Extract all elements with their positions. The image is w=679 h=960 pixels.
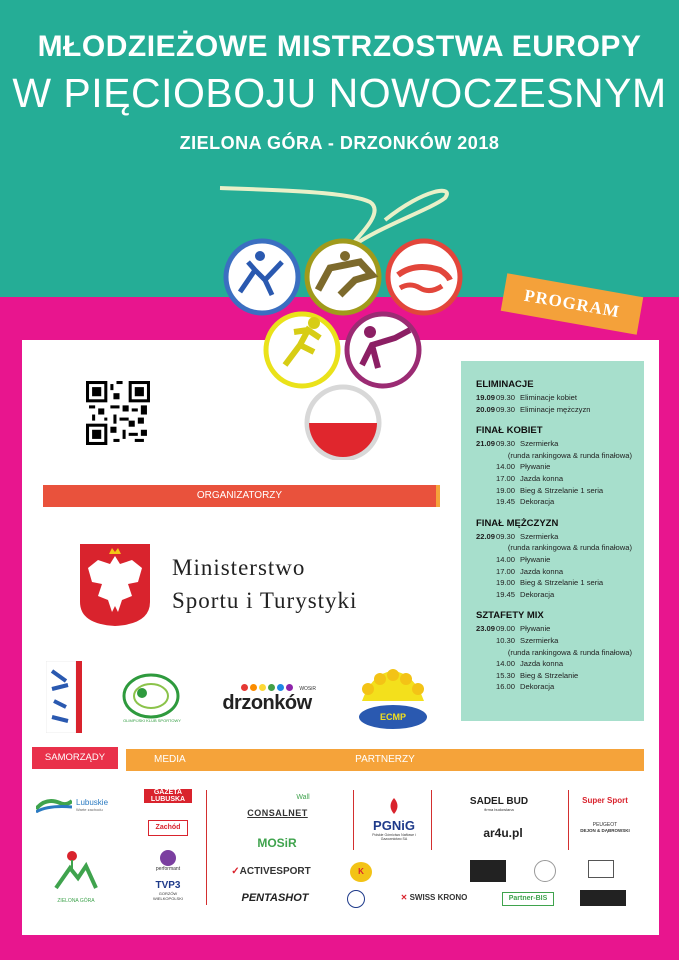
performant-logo xyxy=(150,850,186,872)
program-event: Jazda konna xyxy=(520,473,564,483)
program-date xyxy=(476,577,496,589)
program-event: Dekoracja xyxy=(520,682,555,692)
program-section-title: ELIMINACJE xyxy=(476,379,534,390)
program-time: 14.00 xyxy=(496,554,516,564)
program-row xyxy=(476,589,632,601)
program-time: 19.45 xyxy=(496,497,516,507)
program-event: Pływanie xyxy=(520,554,551,564)
mosir-logo: MOSiR xyxy=(257,836,297,850)
program-row xyxy=(476,438,632,450)
ecmp-label: ECMP xyxy=(379,712,406,722)
program-time: 16.00 xyxy=(496,682,516,692)
program-row xyxy=(476,623,632,635)
sadel-bud-sub: firma budowlana xyxy=(484,807,514,812)
sadel-bud-label: SADEL BUD xyxy=(469,796,529,807)
dejon-label: DEJON & DĄBROWSKI xyxy=(580,828,630,833)
program-event: Bieg & Strzelanie 1 seria xyxy=(520,578,604,588)
lubuskie-label: Lubuskie xyxy=(76,798,109,807)
program-event: Dekoracja xyxy=(520,497,555,507)
program-date: 22.09 xyxy=(476,531,496,541)
program-row xyxy=(476,473,632,485)
program-date xyxy=(476,485,496,497)
program-date xyxy=(476,450,491,462)
super-sport-label: Super Sport xyxy=(582,796,628,805)
partners-label: PARTNERZY xyxy=(355,754,415,765)
partner-bis-logo: Partner-BIS xyxy=(502,892,554,906)
activesport-logo: ✓ACTIVESPORT xyxy=(231,866,311,877)
organizers-bar: ORGANIZATORZY xyxy=(43,485,440,507)
ministry-name xyxy=(172,551,357,617)
program-time: 15.30 xyxy=(496,670,516,680)
sadel-bud-logo xyxy=(468,796,530,812)
drzonkow-wordmark: drzonków xyxy=(222,692,312,714)
lubuskie-logo xyxy=(36,797,116,813)
program-time xyxy=(491,647,508,659)
dark-partner-logo-2 xyxy=(580,890,626,906)
program-time: 17.00 xyxy=(496,473,516,483)
program-row xyxy=(476,554,632,566)
program-date xyxy=(476,496,496,508)
program-event: (runda rankingowa & runda finałowa) xyxy=(507,647,632,657)
swiss-krono-logo: ✕ SWISS KRONO xyxy=(400,893,468,902)
program-date xyxy=(476,670,496,682)
local-government-bar: SAMORZĄDY xyxy=(32,747,118,769)
program-row xyxy=(476,531,632,543)
title-line1: MŁODZIEŻOWE MISTRZOSTWA EUROPY xyxy=(37,30,642,63)
swiss-krono-label: SWISS KRONO xyxy=(409,893,468,902)
k-badge-logo: K xyxy=(350,862,372,882)
program-section-title: FINAŁ MĘŻCZYZN xyxy=(476,517,559,529)
program-row xyxy=(476,635,632,647)
running-circle-icon xyxy=(266,314,338,386)
zielona-gora-icon xyxy=(52,848,100,896)
program-row xyxy=(476,450,632,462)
title-line2: W PIĘCIOBOJU NOWOCZESNYM xyxy=(12,70,667,116)
pentashot-logo: PENTASHOT xyxy=(241,892,309,904)
qr-code-icon[interactable] xyxy=(86,381,150,445)
program-row xyxy=(476,658,632,670)
program-event: (runda rankingowa & runda finałowa) xyxy=(507,543,632,553)
program-event: Jazda konna xyxy=(520,659,564,669)
ar4u-logo: ar4u.pl xyxy=(483,826,523,840)
program-date: 23.09 xyxy=(476,624,496,634)
program-date xyxy=(476,647,491,659)
program-event: Eliminacje mężczyzn xyxy=(520,404,591,414)
program-date xyxy=(476,589,496,601)
program-row xyxy=(476,542,632,554)
program-date xyxy=(476,681,496,693)
round-partner-logo xyxy=(534,860,556,882)
performant-label: performant xyxy=(155,866,181,872)
program-row xyxy=(476,670,632,682)
tvp3-logo xyxy=(148,880,188,901)
program-date xyxy=(476,554,496,566)
wall-logo: Wall xyxy=(296,794,310,801)
drzonkow-logo xyxy=(212,684,322,715)
lubuskie-wave-icon xyxy=(36,797,72,813)
program-banner: PROGRAM xyxy=(501,273,644,334)
dark-partner-logo xyxy=(470,860,506,882)
program-panel xyxy=(461,361,644,721)
zielona-gora-logo xyxy=(50,848,102,904)
program-date xyxy=(476,566,496,578)
event-logo xyxy=(210,180,480,460)
pgnig-logo xyxy=(364,796,424,841)
program-time: 09.30 xyxy=(496,531,516,541)
consalnet-logo: CONSALNET xyxy=(247,808,308,818)
olympic-sports-club-logo-icon xyxy=(122,673,180,719)
program-event: Pływanie xyxy=(520,624,551,634)
pgnig-flame-icon xyxy=(383,796,405,816)
program-time: 19.00 xyxy=(496,578,516,588)
pgnig-sub: Polskie Górnictwo Naftowe i Gazownictwo SA xyxy=(372,833,416,841)
program-row xyxy=(476,404,632,416)
radio-zachod-logo: Zachód xyxy=(148,820,188,836)
super-sport-logo xyxy=(580,796,630,805)
program-time: 14.00 xyxy=(496,462,516,472)
tvp3-sub: GORZÓW WIELKOPOLSKI xyxy=(152,891,183,901)
program-date xyxy=(476,473,496,485)
program-time: 10.30 xyxy=(496,635,516,645)
divider-partners-3 xyxy=(568,790,569,850)
program-time: 09.30 xyxy=(496,404,516,414)
emblem-logo xyxy=(347,890,365,908)
media-label: MEDIA xyxy=(154,754,186,765)
zeus-partner-logo xyxy=(588,860,614,878)
program-row xyxy=(476,566,632,578)
program-time xyxy=(491,450,508,462)
program-event: Pływanie xyxy=(520,462,551,472)
program-date xyxy=(476,635,496,647)
program-event: Bieg & Strzelanie xyxy=(520,670,579,680)
program-section-title: FINAŁ KOBIET xyxy=(476,425,543,437)
program-event: Szermierka xyxy=(520,531,559,541)
program-event: Bieg & Strzelanie 1 seria xyxy=(520,485,604,495)
activesport-label: ACTIVESPORT xyxy=(239,866,311,877)
program-date xyxy=(476,658,496,670)
peugeot-label: PEUGEOT xyxy=(592,822,618,828)
program-event: Eliminacje kobiet xyxy=(520,393,577,402)
program-time xyxy=(491,542,508,554)
peugeot-dealer-logo xyxy=(578,822,632,833)
program-time: 19.00 xyxy=(496,485,516,495)
program-date: 21.09 xyxy=(476,439,496,449)
tvp3-label: TVP3 xyxy=(155,880,181,891)
program-time: 19.45 xyxy=(496,589,516,599)
pgnig-label: PGNiG xyxy=(373,818,415,833)
program-row xyxy=(476,392,632,404)
ecmp-logo-icon xyxy=(352,667,434,733)
divider-partners-2 xyxy=(431,790,432,850)
divider-partners-1 xyxy=(353,790,354,850)
polish-eagle-emblem-icon xyxy=(78,542,152,628)
lubuskie-sub: Warte zachodu xyxy=(76,807,103,812)
program-time: 09.00 xyxy=(496,624,516,634)
ministry-line2: Sportu i Turystyki xyxy=(172,588,358,613)
program-event: Dekoracja xyxy=(520,589,555,599)
pentathlon-federation-logo-icon xyxy=(46,661,82,733)
program-row xyxy=(476,461,632,473)
program-time: 17.00 xyxy=(496,566,516,576)
wosir-label: WOSiR xyxy=(299,686,316,692)
zielona-gora-label: ZIELONA GÓRA xyxy=(57,898,95,904)
program-event: Jazda konna xyxy=(520,566,564,576)
program-row xyxy=(476,496,632,508)
olympic-club-caption: OLIMPIJSKI KLUB SPORTOWY xyxy=(123,718,181,723)
program-row xyxy=(476,485,632,497)
gazeta-lubuska-logo: GAZETA LUBUSKA xyxy=(144,789,192,803)
program-time: 09.30 xyxy=(496,439,516,449)
program-event: Szermierka xyxy=(520,635,559,645)
program-date xyxy=(476,461,496,473)
program-section-title: SZTAFETY MIX xyxy=(476,610,544,622)
shooting-circle-icon xyxy=(347,314,419,386)
program-row xyxy=(476,647,632,659)
program-time: 09.30 xyxy=(496,393,516,402)
media-partners-bar xyxy=(126,749,644,771)
program-row xyxy=(476,577,632,589)
program-date xyxy=(476,542,491,554)
program-date: 19.09 xyxy=(476,393,496,402)
program-event: Szermierka xyxy=(520,439,559,449)
program-event: (runda rankingowa & runda finałowa) xyxy=(507,450,632,460)
ministry-line1: Ministerstwo xyxy=(172,555,306,580)
program-row xyxy=(476,681,632,693)
program-time: 14.00 xyxy=(496,659,516,669)
program-date: 20.09 xyxy=(476,404,496,414)
subtitle: ZIELONA GÓRA - DRZONKÓW 2018 xyxy=(179,133,500,153)
divider-media xyxy=(206,790,207,905)
